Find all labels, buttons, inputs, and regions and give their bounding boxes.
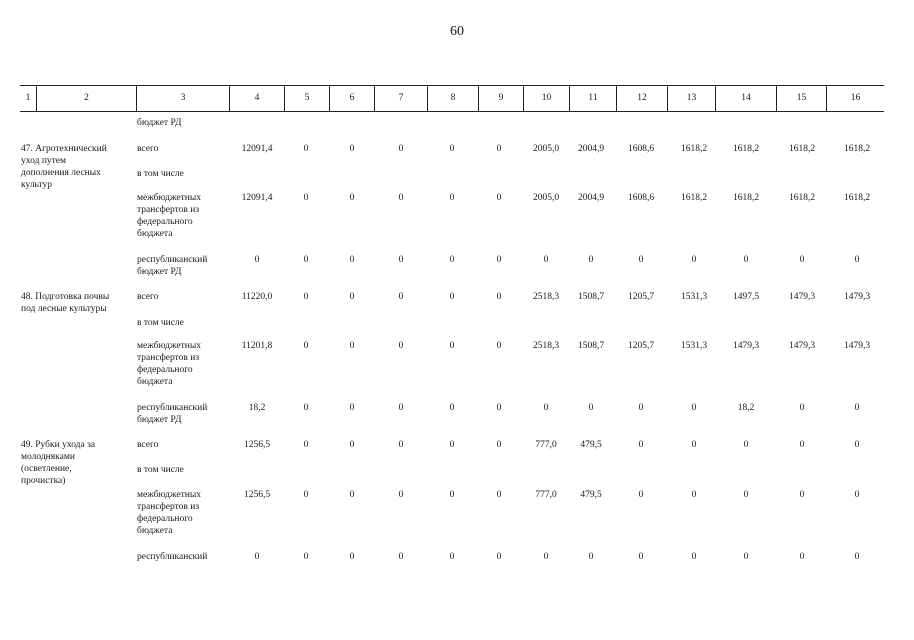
value-cell: 0 <box>449 341 455 351</box>
value-cell: 0 <box>303 440 309 450</box>
value-cell: 0 <box>496 403 502 413</box>
header-cell-5: 5 <box>284 86 329 111</box>
value-cell: 0 <box>691 490 697 500</box>
value-cell: 0 <box>398 341 404 351</box>
header-cell-3: 3 <box>136 86 229 111</box>
row-label: межбюджетных трансфертов из федерального бюджета <box>137 193 201 239</box>
header-cell-8: 8 <box>427 86 478 111</box>
value-cell: 0 <box>691 255 697 265</box>
value-cell: 0 <box>496 193 502 203</box>
value-cell: 0 <box>303 255 309 265</box>
value-cell: 0 <box>638 552 644 562</box>
value-cell: 12091,4 <box>241 193 273 203</box>
value-cell: 777,0 <box>535 440 557 450</box>
value-cell: 2518,3 <box>532 341 560 351</box>
value-cell: 0 <box>349 193 355 203</box>
header-cell-13: 13 <box>667 86 715 111</box>
header-cell-2: 2 <box>36 86 136 111</box>
value-cell: 1531,3 <box>680 292 708 302</box>
value-cell: 0 <box>349 341 355 351</box>
value-cell: 0 <box>588 255 594 265</box>
value-cell: 0 <box>398 255 404 265</box>
value-cell: 1608,6 <box>627 144 655 154</box>
value-cell: 1618,2 <box>680 193 708 203</box>
value-cell: 0 <box>254 552 260 562</box>
value-cell: 1531,3 <box>680 341 708 351</box>
value-cell: 18,2 <box>737 403 755 413</box>
value-cell: 11220,0 <box>241 292 273 302</box>
value-cell: 0 <box>303 292 309 302</box>
header-cell-1: 1 <box>25 93 31 103</box>
value-cell: 1479,3 <box>843 292 871 302</box>
value-cell: 1618,2 <box>732 193 760 203</box>
value-cell: 1508,7 <box>577 292 605 302</box>
value-cell: 1479,3 <box>788 292 816 302</box>
value-cell: 0 <box>638 490 644 500</box>
row-label: в том числе <box>137 465 184 475</box>
value-cell: 0 <box>449 255 455 265</box>
item-name: 48. Подготовка почвы под лесные культуры <box>21 292 110 314</box>
row-label: республиканский <box>137 552 208 562</box>
value-cell: 1256,5 <box>243 440 271 450</box>
value-cell: 0 <box>449 144 455 154</box>
header-cell-12: 12 <box>616 86 667 111</box>
value-cell: 0 <box>854 255 860 265</box>
row-label: в том числе <box>137 318 184 328</box>
value-cell: 0 <box>303 490 309 500</box>
value-cell: 0 <box>854 403 860 413</box>
header-cell-15: 15 <box>776 86 826 111</box>
row-label: всего <box>137 440 159 450</box>
value-cell: 0 <box>691 440 697 450</box>
value-cell: 0 <box>449 490 455 500</box>
value-cell: 1618,2 <box>680 144 708 154</box>
value-cell: 0 <box>743 552 749 562</box>
value-cell: 0 <box>638 255 644 265</box>
value-cell: 1618,2 <box>843 144 871 154</box>
value-cell: 1205,7 <box>627 292 655 302</box>
value-cell: 479,5 <box>580 440 602 450</box>
value-cell: 0 <box>398 292 404 302</box>
value-cell: 0 <box>398 193 404 203</box>
value-cell: 1618,2 <box>843 193 871 203</box>
value-cell: 1608,6 <box>627 193 655 203</box>
value-cell: 0 <box>449 552 455 562</box>
value-cell: 0 <box>743 255 749 265</box>
header-cell-11: 11 <box>569 86 616 111</box>
value-cell: 1497,5 <box>732 292 760 302</box>
value-cell: 0 <box>543 403 549 413</box>
value-cell: 0 <box>303 552 309 562</box>
value-cell: 1618,2 <box>788 193 816 203</box>
value-cell: 0 <box>496 490 502 500</box>
value-cell: 1479,3 <box>843 341 871 351</box>
value-cell: 0 <box>254 255 260 265</box>
value-cell: 1256,5 <box>243 490 271 500</box>
value-cell: 0 <box>638 440 644 450</box>
value-cell: 1479,3 <box>732 341 760 351</box>
value-cell: 0 <box>349 490 355 500</box>
value-cell: 777,0 <box>535 490 557 500</box>
value-cell: 2518,3 <box>532 292 560 302</box>
row-label: межбюджетных трансфертов из федерального бюджета <box>137 490 201 536</box>
page-number: 60 <box>450 24 464 39</box>
value-cell: 479,5 <box>580 490 602 500</box>
header-cell-6: 6 <box>329 86 374 111</box>
value-cell: 0 <box>398 440 404 450</box>
table-header <box>20 85 884 112</box>
row-label: всего <box>137 144 159 154</box>
value-cell: 0 <box>496 144 502 154</box>
row-label: в том числе <box>137 169 184 179</box>
value-cell: 0 <box>854 440 860 450</box>
value-cell: 0 <box>303 144 309 154</box>
value-cell: 0 <box>398 490 404 500</box>
value-cell: 0 <box>303 403 309 413</box>
value-cell: 0 <box>349 440 355 450</box>
header-cell-10: 10 <box>523 86 569 111</box>
value-cell: 0 <box>398 144 404 154</box>
value-cell: 0 <box>799 403 805 413</box>
value-cell: 18,2 <box>248 403 266 413</box>
value-cell: 1205,7 <box>627 341 655 351</box>
value-cell: 0 <box>496 255 502 265</box>
value-cell: 0 <box>496 440 502 450</box>
value-cell: 0 <box>543 552 549 562</box>
item-name: 49. Рубки ухода за молодняками (осветление, прочистка) <box>21 440 96 486</box>
value-cell: 0 <box>449 440 455 450</box>
value-cell: 2004,9 <box>577 193 605 203</box>
value-cell: 0 <box>496 292 502 302</box>
value-cell: 0 <box>303 341 309 351</box>
header-cell-7: 7 <box>374 86 427 111</box>
value-cell: 12091,4 <box>241 144 273 154</box>
value-cell: 0 <box>349 403 355 413</box>
value-cell: 0 <box>799 255 805 265</box>
value-cell: 0 <box>638 403 644 413</box>
value-cell: 11201,8 <box>241 341 273 351</box>
value-cell: 0 <box>349 552 355 562</box>
item-name: 47. Агротехнический уход путем дополнения лесных культур <box>21 144 107 190</box>
value-cell: 0 <box>543 255 549 265</box>
value-cell: 0 <box>449 292 455 302</box>
value-cell: 0 <box>496 341 502 351</box>
value-cell: 2004,9 <box>577 144 605 154</box>
header-cell-14: 14 <box>715 86 776 111</box>
row-label: республиканский бюджет РД <box>137 403 208 425</box>
row-label: межбюджетных трансфертов из федерального бюджета <box>137 341 201 387</box>
value-cell: 2005,0 <box>532 193 560 203</box>
value-cell: 1618,2 <box>732 144 760 154</box>
value-cell: 0 <box>854 490 860 500</box>
value-cell: 2005,0 <box>532 144 560 154</box>
value-cell: 0 <box>743 440 749 450</box>
header-cell-9: 9 <box>478 86 523 111</box>
value-cell: 0 <box>349 255 355 265</box>
value-cell: 0 <box>349 144 355 154</box>
value-cell: 0 <box>799 490 805 500</box>
value-cell: 0 <box>691 552 697 562</box>
row-label: всего <box>137 292 159 302</box>
header-cell-4: 4 <box>229 86 284 111</box>
value-cell: 0 <box>449 193 455 203</box>
value-cell: 0 <box>349 292 355 302</box>
value-cell: 0 <box>854 552 860 562</box>
value-cell: 0 <box>449 403 455 413</box>
value-cell: 0 <box>743 490 749 500</box>
value-cell: 1479,3 <box>788 341 816 351</box>
value-cell: 0 <box>691 403 697 413</box>
header-cell-16: 16 <box>826 86 884 111</box>
value-cell: 0 <box>588 552 594 562</box>
value-cell: 0 <box>496 552 502 562</box>
value-cell: 1618,2 <box>788 144 816 154</box>
value-cell: 1508,7 <box>577 341 605 351</box>
row-label: республиканский бюджет РД <box>137 255 208 277</box>
value-cell: 0 <box>398 403 404 413</box>
value-cell: 0 <box>799 552 805 562</box>
value-cell: 0 <box>588 403 594 413</box>
top-budget-label: бюджет РД <box>137 118 182 128</box>
value-cell: 0 <box>303 193 309 203</box>
value-cell: 0 <box>398 552 404 562</box>
value-cell: 0 <box>799 440 805 450</box>
